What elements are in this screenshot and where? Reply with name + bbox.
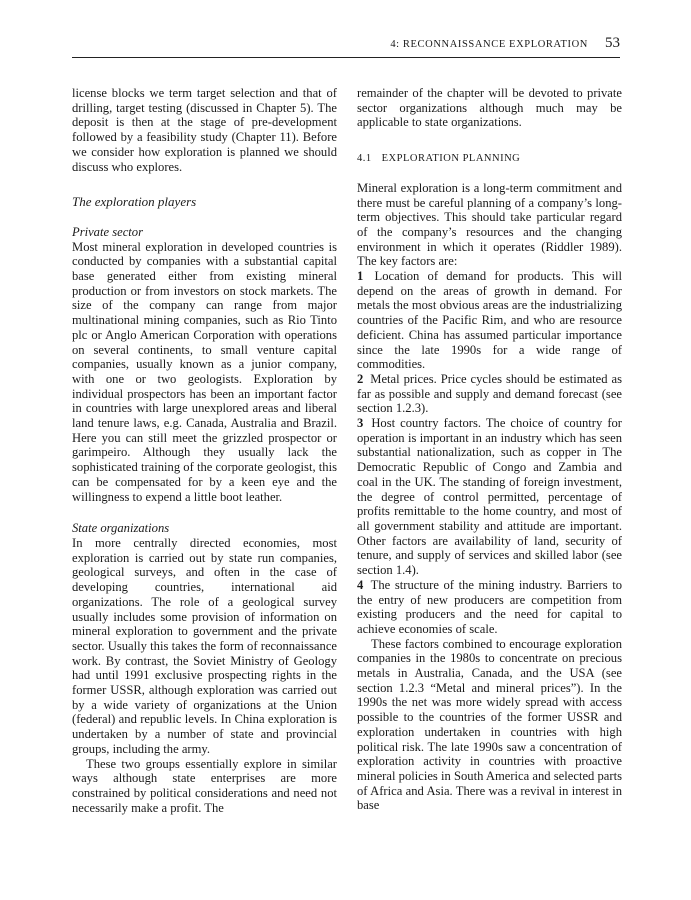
page-number: 53	[605, 35, 620, 51]
list-number: 2	[357, 371, 364, 386]
list-text: Host country factors. The choice of country for operation is important in an industry which has seen substantial nationalization, such as copper in The Democratic Republic of Congo and Zambia and coal in the UK. The standing of foreign investment, the degree of control permitted, percentage of profits remittable to the home country, and most of all government stability and attitude are important. Other factors are availability of land, security of tenure, and supply of services and skilled labor (see section 1.4).	[357, 416, 622, 578]
list-text: The structure of the mining industry. Barriers to the entry of new producers are competition from existing producers and the need for capital to achieve economies of scale.	[357, 577, 622, 636]
list-number: 3	[357, 416, 364, 431]
subheading-private-sector: Private sector	[72, 224, 143, 239]
paragraph: These two groups essentially explore in similar ways although state enterprises are more constrained by political considerations and need not necessarily make a profit. The	[72, 756, 337, 815]
list-text: Location of demand for products. This will depend on the areas of growth in demand. For metals the most obvious areas are the industrializing countries of the Pacific Rim, and who are resource deficient. China has assumed particular importance since the late 1990s for a wide range of commodities.	[357, 269, 622, 372]
list-item	[357, 416, 622, 578]
list-item	[357, 578, 622, 637]
paragraph: Most mineral exploration in developed countries is conducted by companies with a substantial capital base generated either from existing mineral production or from investors on stock markets. The size of the company can range from major multinational mining companies, such as Rio Tinto plc or Anglo American Corporation with operations on several continents, to small venture capital companies, usually known as a junior company, with one or two geologists. Exploration by individual prospectors has been an important factor in countries with large unexplored areas and liberal land tenure laws, e.g. Canada, Australia and Brazil. Here you can still meet the grizzled prospector or garimpeiro. Although they usually lack the sophisticated training of the corporate geologist, this can be compensated for by a keen eye and the willingness to expend a little boot leather.	[72, 239, 337, 504]
paragraph: license blocks we term target selection and that of drilling, target testing (discussed in Chapter 5). The deposit is then at the stage of pre-development followed by a feasibility study (Chapter 11). Before we consider how exploration is planned we should discuss who explores.	[72, 86, 337, 174]
paragraph: These factors combined to encourage exploration companies in the 1980s to concentrate on precious metals in Australia, Canada, and the USA (see section 1.2.3 “Metal and mineral prices”). In the 1990s the net was more widely spread with access possible to the countries of the former USSR and exploration undertaken in countries with high political risk. The late 1990s saw a concentration of exploration activity in countries with proactive mineral policies in South America and selected parts of Africa and Asia. There was a revival in interest in base	[357, 636, 622, 813]
running-head: 4: RECONNAISSANCE EXPLORATION	[390, 39, 588, 50]
section-number: 4.1	[357, 153, 372, 165]
subheading-state-organizations: State organizations	[72, 521, 170, 536]
list-item	[357, 372, 622, 416]
right-column	[357, 86, 622, 813]
section-heading-4-1	[357, 152, 622, 167]
list-number: 4	[357, 577, 364, 592]
page-header	[72, 37, 620, 58]
section-title: EXPLORATION PLANNING	[381, 153, 521, 165]
left-column	[72, 86, 337, 815]
list-text: Metal prices. Price cycles should be estimated as far as possible and supply and demand forecast (see section 1.2.3).	[357, 371, 622, 416]
list-number: 1	[357, 269, 364, 284]
paragraph: In more centrally directed economies, most exploration is carried out by state run companies, geological surveys, and often in the case of developing countries, international aid organizations. The role of a geological survey usually includes some provision of information on mineral exploration to government and the private sector. Usually this takes the form of reconnaissance work. By contrast, the Soviet Ministry of Geology had until 1991 exclusive prospecting rights in the former USSR, although exploration was carried out by a wide variety of organizations at the Union (federal) and republic levels. In China exploration is undertaken by a number of state and provincial groups, including the army.	[72, 535, 337, 756]
paragraph: Mineral exploration is a long-term commitment and there must be careful planning of a company’s long-term objectives. This should take particular regard of the company’s resources and the changing environment in which it operates (Riddler 1989). The key factors are:	[357, 180, 622, 269]
paragraph: remainder of the chapter will be devoted to private sector organizations although much may be applicable to state organizations.	[357, 86, 622, 130]
list-item	[357, 269, 622, 372]
section-heading: The exploration players	[72, 194, 197, 210]
